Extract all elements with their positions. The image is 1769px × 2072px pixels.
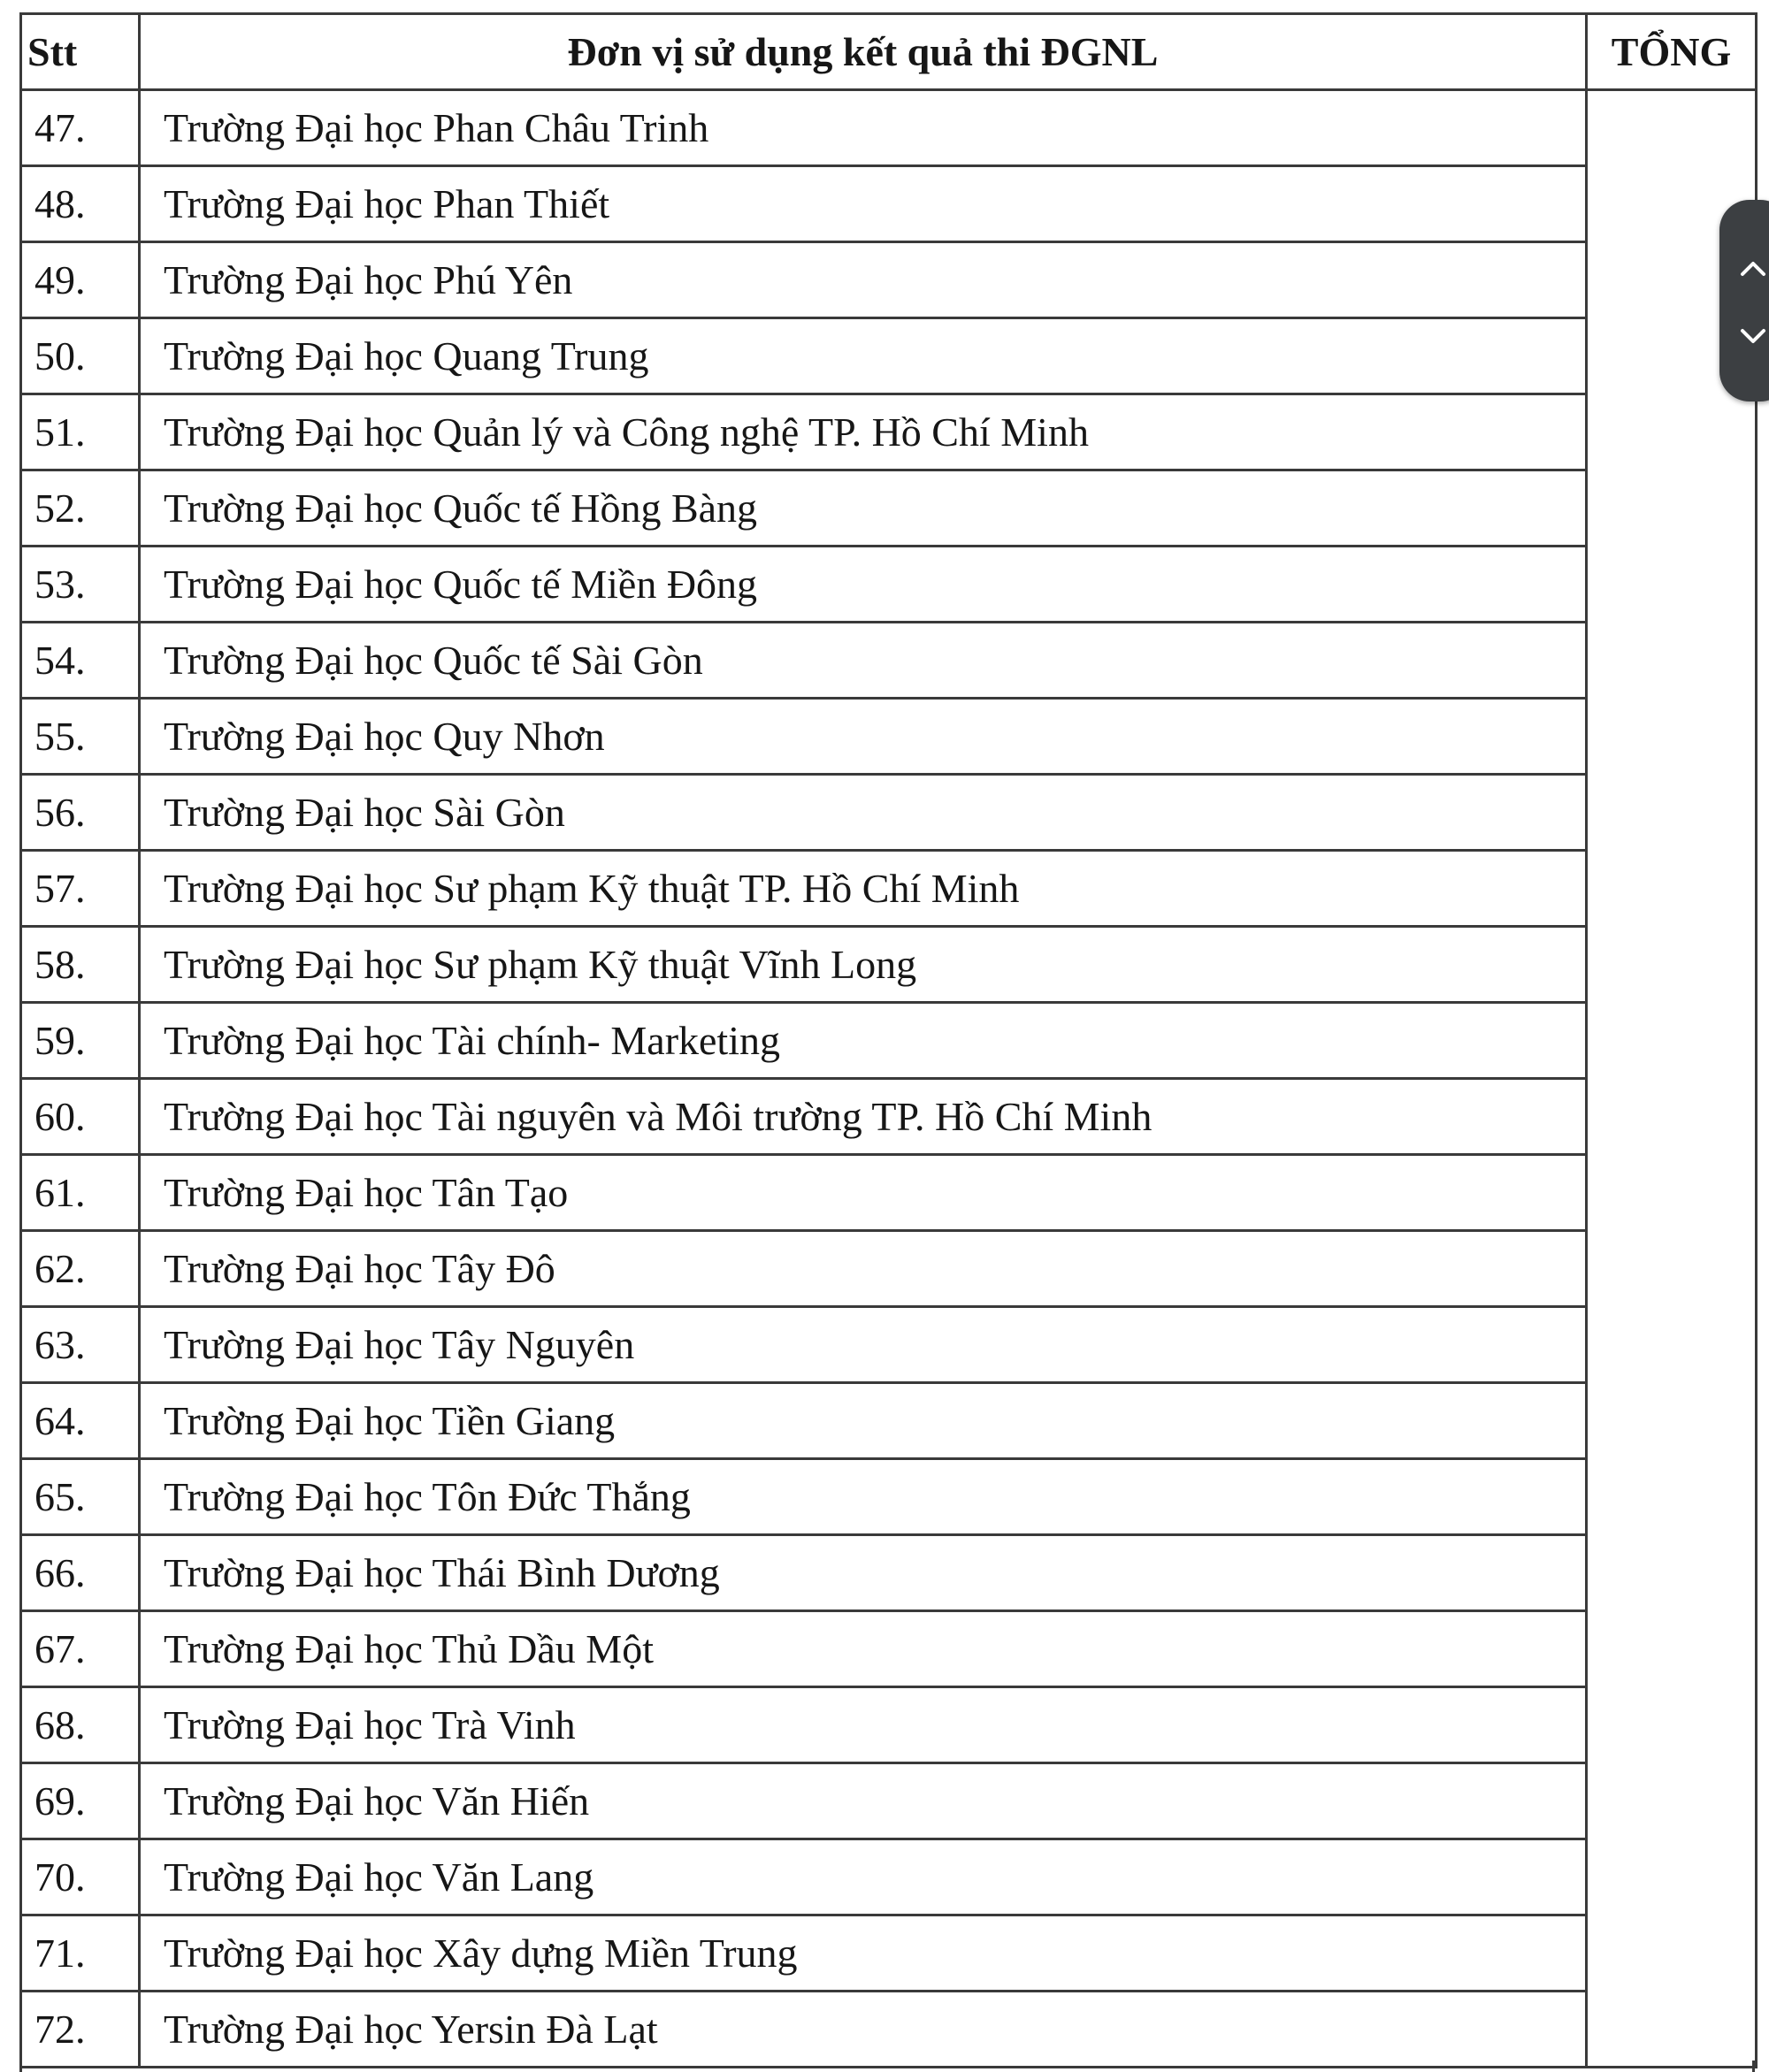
table-row: [21, 699, 1757, 775]
table-row: [21, 318, 1757, 394]
table-continuation: [19, 2061, 1755, 2072]
table-row: [21, 547, 1757, 623]
table-row: [21, 1992, 1757, 2068]
table-row: [21, 1155, 1757, 1231]
row-unit: Trường Đại học Quy Nhơn: [140, 699, 1587, 775]
chevron-up-icon[interactable]: [1737, 253, 1769, 285]
row-stt: 54.: [21, 623, 140, 699]
row-stt: 70.: [21, 1839, 140, 1915]
table-row: [21, 1915, 1757, 1992]
table-row: [21, 775, 1757, 851]
table-row: [21, 1079, 1757, 1155]
table-row: [21, 1687, 1757, 1763]
table-row: [21, 394, 1757, 470]
row-stt: 67.: [21, 1611, 140, 1687]
row-unit: Trường Đại học Xây dựng Miền Trung: [140, 1915, 1587, 1992]
chevron-down-icon[interactable]: [1737, 320, 1769, 352]
table-row: [21, 1535, 1757, 1611]
row-unit: Trường Đại học Yersin Đà Lạt: [140, 1992, 1587, 2068]
table-row: [21, 166, 1757, 242]
row-unit: Trường Đại học Tài chính- Marketing: [140, 1003, 1587, 1079]
table-row: [21, 470, 1757, 547]
table-body: [21, 90, 1757, 2068]
row-stt: 62.: [21, 1231, 140, 1307]
row-unit: Trường Đại học Sư phạm Kỹ thuật TP. Hồ Chí Minh: [140, 851, 1587, 927]
table-row: [21, 927, 1757, 1003]
row-stt: 58.: [21, 927, 140, 1003]
row-stt: 52.: [21, 470, 140, 547]
table-row: [21, 851, 1757, 927]
row-unit: Trường Đại học Phú Yên: [140, 242, 1587, 318]
row-unit: Trường Đại học Quang Trung: [140, 318, 1587, 394]
row-unit: Trường Đại học Phan Châu Trinh: [140, 90, 1587, 166]
table-row: [21, 1839, 1757, 1915]
row-unit: Trường Đại học Thái Bình Dương: [140, 1535, 1587, 1611]
page-scroll-control[interactable]: [1719, 200, 1769, 401]
row-stt: 64.: [21, 1383, 140, 1459]
row-unit: Trường Đại học Quốc tế Sài Gòn: [140, 623, 1587, 699]
row-unit: Trường Đại học Tài nguyên và Môi trường TP. Hồ Chí Minh: [140, 1079, 1587, 1155]
table-row: [21, 1003, 1757, 1079]
row-stt: 60.: [21, 1079, 140, 1155]
row-unit: Trường Đại học Tiền Giang: [140, 1383, 1587, 1459]
table-row: [21, 242, 1757, 318]
row-unit: Trường Đại học Tây Đô: [140, 1231, 1587, 1307]
row-stt: 56.: [21, 775, 140, 851]
row-stt: 71.: [21, 1915, 140, 1992]
row-unit: Trường Đại học Thủ Dầu Một: [140, 1611, 1587, 1687]
row-unit: Trường Đại học Sài Gòn: [140, 775, 1587, 851]
header-total: TỔNG: [1587, 14, 1757, 90]
row-unit: Trường Đại học Tây Nguyên: [140, 1307, 1587, 1383]
row-unit: Trường Đại học Văn Lang: [140, 1839, 1587, 1915]
row-unit: Trường Đại học Quốc tế Miền Đông: [140, 547, 1587, 623]
table-row: [21, 1611, 1757, 1687]
row-stt: 50.: [21, 318, 140, 394]
row-stt: 63.: [21, 1307, 140, 1383]
header-unit: Đơn vị sử dụng kết quả thi ĐGNL: [140, 14, 1587, 90]
table-header-row: [21, 14, 1757, 90]
row-stt: 68.: [21, 1687, 140, 1763]
row-unit: Trường Đại học Phan Thiết: [140, 166, 1587, 242]
table-row: [21, 90, 1757, 166]
table-row: [21, 1763, 1757, 1839]
row-stt: 47.: [21, 90, 140, 166]
universities-table: [19, 12, 1758, 2068]
row-unit: Trường Đại học Tân Tạo: [140, 1155, 1587, 1231]
row-unit: Trường Đại học Tôn Đức Thắng: [140, 1459, 1587, 1535]
table-row: [21, 1459, 1757, 1535]
row-stt: 48.: [21, 166, 140, 242]
row-unit: Trường Đại học Trà Vinh: [140, 1687, 1587, 1763]
row-stt: 59.: [21, 1003, 140, 1079]
row-unit: Trường Đại học Sư phạm Kỹ thuật Vĩnh Long: [140, 927, 1587, 1003]
row-stt: 57.: [21, 851, 140, 927]
table-row: [21, 1383, 1757, 1459]
row-stt: 55.: [21, 699, 140, 775]
table-row: [21, 1231, 1757, 1307]
table-row: [21, 1307, 1757, 1383]
row-stt: 66.: [21, 1535, 140, 1611]
row-stt: 49.: [21, 242, 140, 318]
row-stt: 51.: [21, 394, 140, 470]
row-stt: 69.: [21, 1763, 140, 1839]
table-row: [21, 623, 1757, 699]
header-stt: Stt: [21, 14, 140, 90]
row-stt: 65.: [21, 1459, 140, 1535]
row-stt: 72.: [21, 1992, 140, 2068]
row-stt: 61.: [21, 1155, 140, 1231]
row-unit: Trường Đại học Quản lý và Công nghệ TP. Hồ Chí Minh: [140, 394, 1587, 470]
row-unit: Trường Đại học Văn Hiến: [140, 1763, 1587, 1839]
row-stt: 53.: [21, 547, 140, 623]
row-unit: Trường Đại học Quốc tế Hồng Bàng: [140, 470, 1587, 547]
